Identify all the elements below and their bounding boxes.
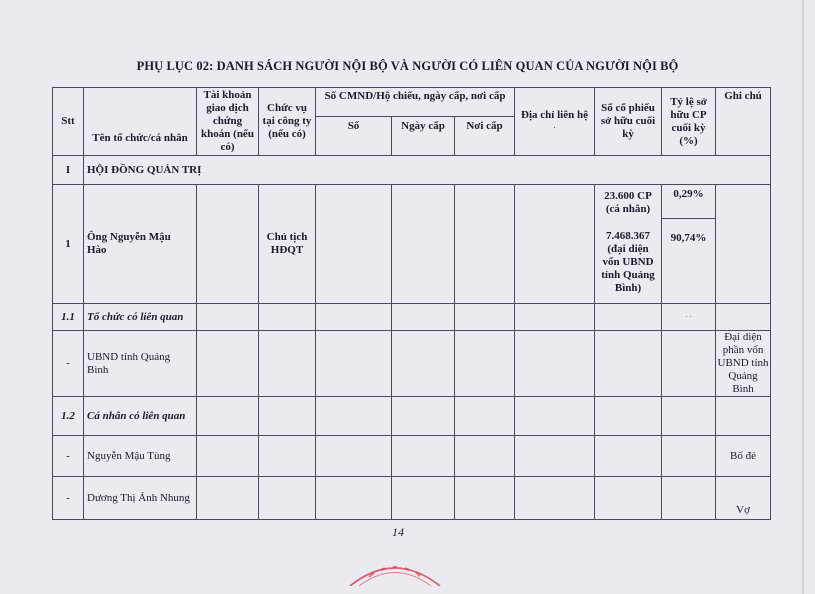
scan-mark: · ·: [685, 313, 692, 321]
section-org-stt: 1.1: [53, 304, 84, 331]
ind-name: Dương Thị Ánh Nhung: [84, 477, 197, 520]
section-row-org: [53, 304, 771, 331]
section-ind-label: Cá nhân có liên quan: [84, 397, 197, 436]
header-stt: Stt: [53, 88, 84, 156]
org-row: [53, 331, 771, 397]
section-board-label: HỘI ĐỒNG QUẢN TRỊ: [84, 156, 771, 185]
member-account: [197, 185, 259, 304]
ratio-represent: 90,74%: [670, 232, 707, 244]
header-account: Tài khoản giao dịch chứng khoán (nếu có): [197, 88, 259, 156]
member-id-number: [316, 185, 392, 304]
ind-note: Bố đẻ: [716, 436, 771, 477]
member-issue-date: [392, 185, 455, 304]
shares-personal: 23.600 CP (cá nhân): [604, 190, 652, 215]
member-stt: 1: [53, 185, 84, 304]
section-row-ind: [53, 397, 771, 436]
header-issue-place: Nơi cấp: [455, 117, 515, 156]
section-board-stt: I: [53, 156, 84, 185]
member-row: [53, 185, 771, 304]
header-ratio: Tỷ lệ sở hữu CP cuối kỳ (%): [662, 88, 716, 156]
org-name: UBND tỉnh Quảng Bình: [84, 331, 197, 397]
header-note: Ghi chú: [716, 88, 771, 156]
table-row: [53, 436, 771, 477]
page-number: 14: [392, 525, 404, 539]
table-row: [53, 477, 771, 520]
insider-table: [52, 87, 771, 520]
section-row-board: [53, 156, 771, 185]
page-edge: [800, 0, 804, 594]
org-note: Đại diện phần vốn UBND tỉnh Quảng Bình: [717, 331, 769, 395]
org-stt: -: [53, 331, 84, 397]
section-ind-stt: 1.2: [53, 397, 84, 436]
ratio-personal: 0,29%: [662, 185, 715, 219]
header-shares: Số cổ phiếu sở hữu cuối kỳ: [595, 88, 662, 156]
member-ratio: [662, 185, 716, 304]
header-name: Tên tổ chức/cá nhân: [84, 88, 197, 156]
member-address: [515, 185, 595, 304]
section-org-label: Tổ chức có liên quan: [84, 304, 197, 331]
member-shares: [595, 185, 662, 304]
member-note: [716, 185, 771, 304]
header-issue-date: Ngày cấp: [392, 117, 455, 156]
ind-name: Nguyễn Mậu Tùng: [84, 436, 197, 477]
header-id-group: Số CMND/Hộ chiếu, ngày cấp, nơi cấp: [316, 88, 515, 117]
member-name: Ông Nguyễn Mậu Hào: [84, 185, 197, 304]
ind-stt: -: [53, 436, 84, 477]
page-title: PHỤ LỤC 02: DANH SÁCH NGƯỜI NỘI BỘ VÀ NGƯỜI CÓ LIÊN QUAN CỦA NGƯỜI NỘI BỘ: [136, 59, 679, 73]
shares-represent: 7.468.367 (đại diện vốn UBND tỉnh Quảng Bình): [601, 230, 655, 294]
ind-note: Vợ: [716, 477, 771, 520]
header-position: Chức vụ tại công ty (nếu có): [259, 88, 316, 156]
member-issue-place: [455, 185, 515, 304]
red-stamp-fragment: [345, 546, 445, 586]
header-address: Địa chỉ liên hệ ·: [515, 88, 595, 156]
ind-stt: -: [53, 477, 84, 520]
member-position: Chủ tịch HĐQT: [259, 185, 316, 304]
table-header-row-1: [53, 88, 771, 117]
header-id-number: Số: [316, 117, 392, 156]
scan-mark: ·: [553, 123, 556, 132]
